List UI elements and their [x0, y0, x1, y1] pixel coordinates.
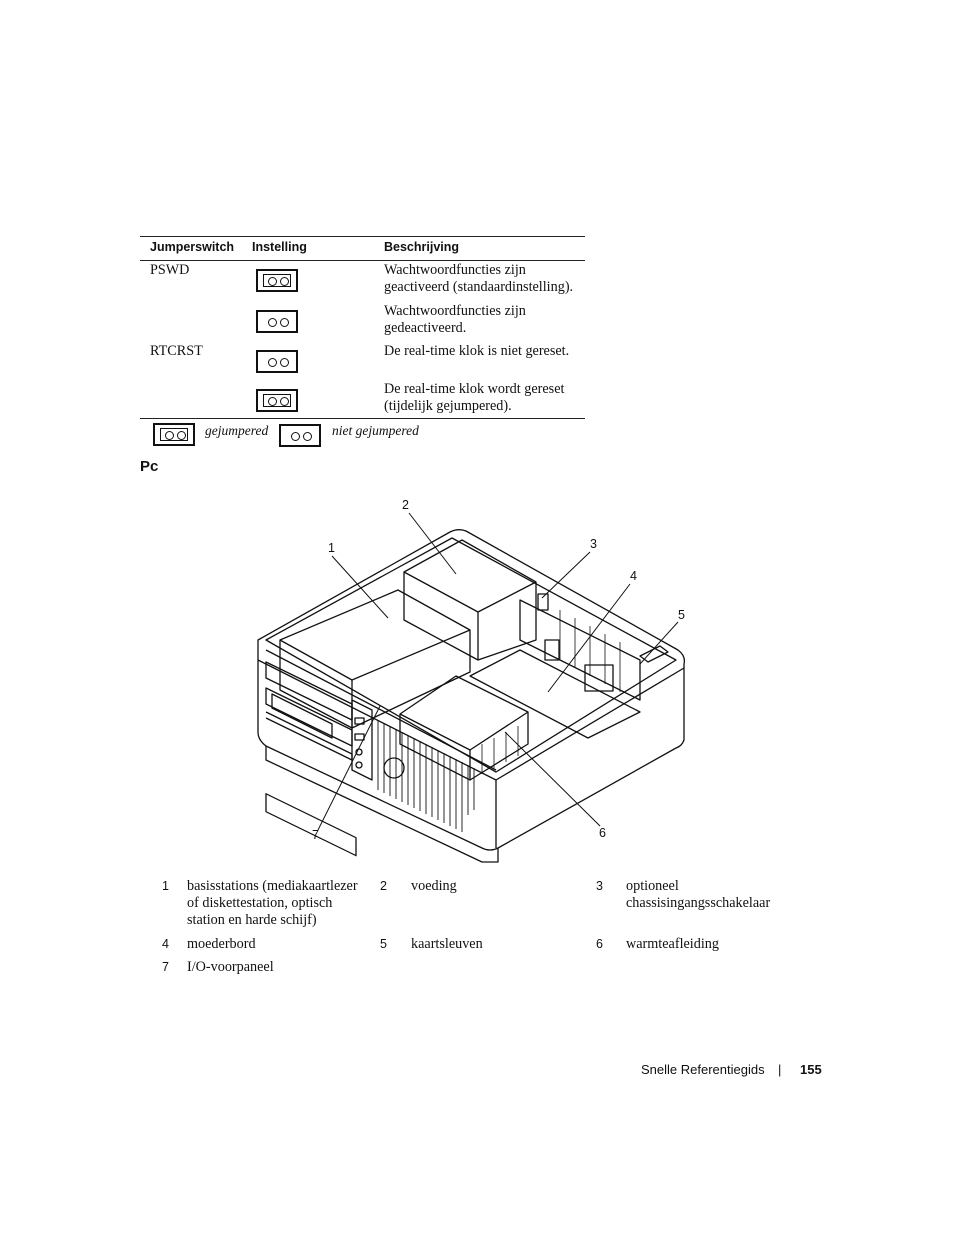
key-text-7: I/O-voorpaneel — [187, 959, 274, 975]
key-num-6: 6 — [596, 937, 603, 951]
section-title: Pc — [140, 458, 159, 475]
key-text-2: voeding — [411, 878, 457, 894]
key-text-6: warmteafleiding — [626, 936, 719, 952]
key-num-3: 3 — [596, 879, 603, 893]
key-num-7: 7 — [162, 960, 169, 974]
key-text-3: optioneel chassisingangsschakelaar — [626, 878, 771, 911]
header-jumperswitch: Jumperswitch — [150, 240, 235, 254]
callout-3: 3 — [590, 537, 597, 551]
callout-4: 4 — [630, 569, 637, 583]
callout-1: 1 — [328, 541, 335, 555]
callout-2: 2 — [402, 498, 409, 512]
key-num-5: 5 — [380, 937, 387, 951]
leader-7 — [318, 706, 380, 830]
key-text-5: kaartsleuven — [411, 936, 483, 952]
legend-unjumpered-label: niet gejumpered — [332, 423, 419, 438]
switch-pswd: PSWD — [150, 262, 190, 278]
leader-3 — [542, 552, 590, 598]
legend-jumpered-label: gejumpered — [205, 423, 269, 438]
desc-row-3: De real-time klok is niet gereset. — [384, 343, 570, 359]
page-number: 155 — [800, 1062, 822, 1077]
header-instelling: Instelling — [252, 240, 307, 254]
key-text-1: basisstations (mediakaartlezer of diskettestation, optisch station en harde schijf) — [187, 878, 358, 928]
leader-1 — [332, 556, 388, 618]
desc-row-4: De real-time klok wordt gereset (tijdelijk gejumpered). — [384, 381, 565, 414]
key-text-4: moederbord — [187, 936, 256, 952]
footer-separator: | — [778, 1062, 782, 1077]
footer-guide-title: Snelle Referentiegids — [641, 1062, 765, 1077]
key-num-4: 4 — [162, 937, 169, 951]
key-num-2: 2 — [380, 879, 387, 893]
callout-6: 6 — [599, 826, 606, 840]
desc-row-1: Wachtwoordfuncties zijn geactiveerd (standaardinstelling). — [384, 262, 574, 295]
key-num-1: 1 — [162, 879, 169, 893]
desc-row-2: Wachtwoordfuncties zijn gedeactiveerd. — [384, 303, 526, 336]
callout-7: 7 — [312, 828, 319, 842]
header-beschrijving: Beschrijving — [384, 240, 460, 254]
switch-rtcrst: RTCRST — [150, 343, 203, 359]
callout-5: 5 — [678, 608, 685, 622]
